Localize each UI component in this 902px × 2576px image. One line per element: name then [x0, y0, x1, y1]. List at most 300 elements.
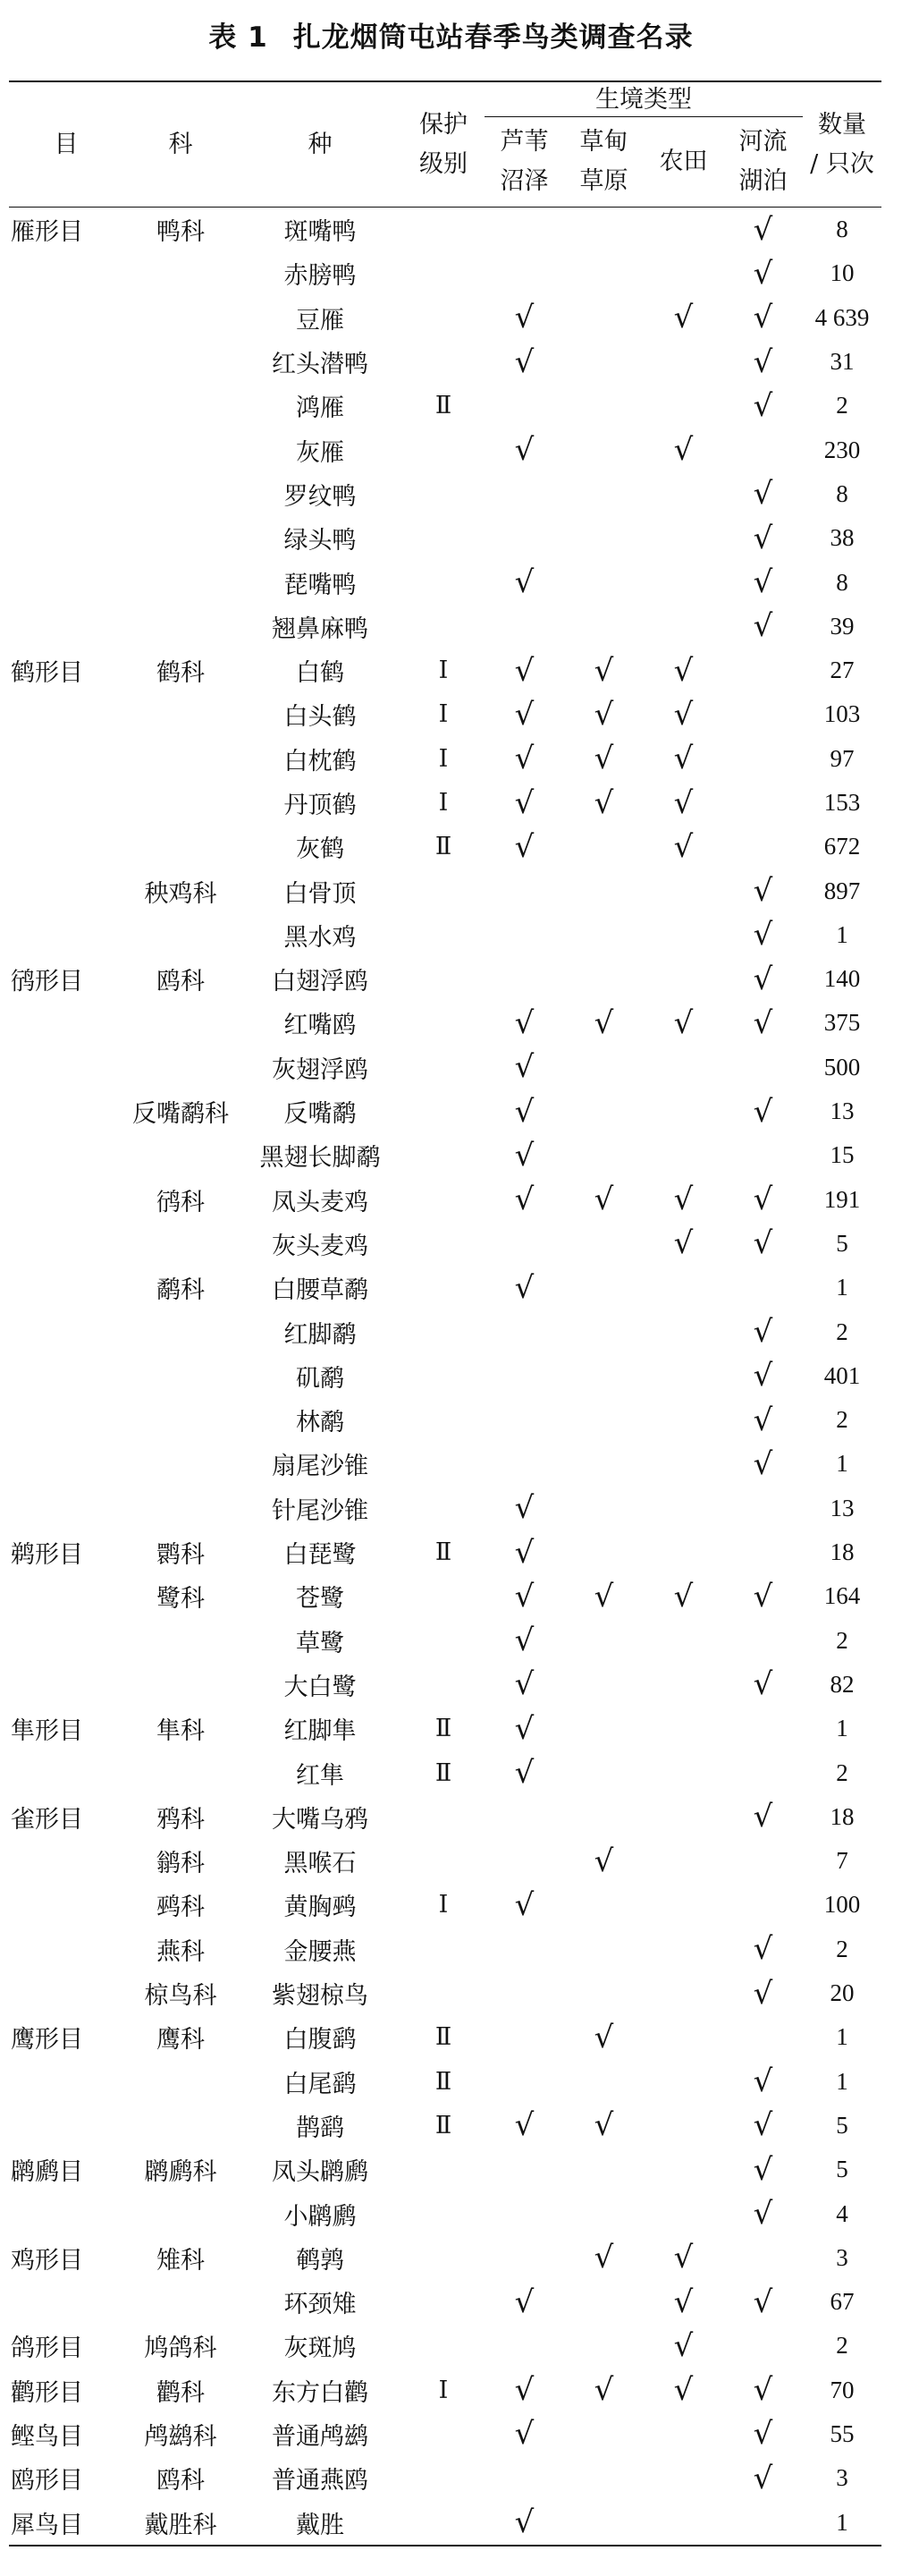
habitat-river-lake-cell: √ [753, 2063, 773, 2100]
protection-level-cell [402, 2280, 485, 2324]
habitat-river-lake-cell: √ [753, 211, 773, 248]
protection-level-cell [402, 208, 485, 252]
habitat-farmland-cell [644, 340, 723, 384]
species-cell: 黑喉石 [283, 1850, 357, 1878]
table-row [9, 2236, 881, 2280]
header-habitat-river-line-1: 河流 [738, 128, 788, 156]
protection-level-cell: Ⅰ [438, 744, 449, 772]
family-cell: 鸭科 [156, 218, 205, 247]
habitat-reed-marsh-cell: √ [514, 300, 535, 336]
species-cell: 扇尾沙锥 [272, 1453, 368, 1481]
table-row [9, 1178, 881, 1222]
order-cell [9, 472, 123, 516]
habitat-river-lake-cell [723, 2236, 803, 2280]
protection-level-cell [402, 1089, 485, 1133]
count-cell: 8 [836, 479, 848, 507]
protection-level-cell [402, 340, 485, 384]
protection-level-cell [402, 1222, 485, 1266]
table-row [9, 781, 881, 825]
species-cell: 鸿雁 [296, 394, 344, 423]
habitat-river-lake-cell: √ [753, 255, 773, 292]
habitat-river-lake-cell: √ [753, 917, 773, 953]
habitat-farmland-cell [644, 251, 723, 295]
habitat-river-lake-cell [723, 1046, 803, 1089]
table-row [9, 1928, 881, 1971]
habitat-river-lake-cell: √ [753, 1093, 773, 1130]
habitat-reed-marsh-cell: √ [514, 2416, 535, 2453]
habitat-farmland-cell: √ [673, 2284, 694, 2320]
order-cell [9, 1574, 123, 1618]
family-cell: 鹰科 [156, 2026, 205, 2055]
order-cell: 雀形目 [11, 1805, 83, 1834]
habitat-river-lake-cell: √ [753, 1225, 773, 1262]
count-cell: 2 [836, 1406, 848, 1434]
habitat-farmland-cell: √ [673, 741, 694, 777]
habitat-meadow-grassland-cell [564, 1619, 644, 1663]
family-cell [123, 1487, 238, 1530]
habitat-reed-marsh-cell: √ [485, 2500, 564, 2545]
family-cell: 秧鸡科 [144, 879, 217, 908]
habitat-farmland-cell [644, 1663, 723, 1707]
table-row [9, 1883, 881, 1927]
habitat-river-lake-cell: √ [753, 343, 773, 380]
habitat-river-lake-cell [723, 1619, 803, 1663]
count-cell: 2 [836, 1318, 848, 1345]
order-cell [9, 1222, 123, 1266]
habitat-reed-marsh-cell [485, 1398, 564, 1442]
family-cell [123, 737, 238, 781]
table-row [9, 2324, 881, 2368]
habitat-meadow-grassland-cell [564, 1928, 644, 1971]
family-cell: 鹤科 [156, 659, 205, 688]
habitat-river-lake-cell: √ [753, 1578, 773, 1614]
habitat-river-lake-cell: √ [753, 387, 773, 424]
habitat-river-lake-cell [723, 737, 803, 781]
species-cell: 红头潜鸭 [272, 351, 368, 379]
species-cell: 丹顶鹤 [283, 792, 357, 819]
order-cell [9, 340, 123, 384]
count-cell: 7 [836, 1847, 848, 1875]
habitat-reed-marsh-cell: √ [514, 652, 535, 689]
habitat-river-lake-cell: √ [753, 1445, 773, 1482]
habitat-river-lake-cell: √ [753, 1182, 773, 1218]
family-cell: 鹟科 [156, 1850, 205, 1878]
protection-level-cell [402, 1928, 485, 1971]
count-cell: 15 [830, 1141, 855, 1169]
species-cell: 红嘴鸥 [283, 1012, 357, 1040]
count-cell: 5 [836, 2111, 848, 2139]
header-habitat-meadow-grassland [564, 117, 644, 208]
species-cell: 金腰燕 [283, 1937, 357, 1966]
table-row [9, 1530, 881, 1574]
species-cell: 灰头麦鸡 [272, 1232, 368, 1260]
habitat-reed-marsh-cell [485, 1795, 564, 1839]
table-row [9, 1707, 881, 1750]
habitat-farmland-cell: √ [673, 432, 694, 469]
habitat-reed-marsh-cell: √ [514, 2107, 535, 2144]
protection-level-cell [402, 1133, 485, 1177]
family-cell [123, 692, 238, 736]
habitat-meadow-grassland-cell [564, 1883, 644, 1927]
habitat-meadow-grassland-cell [564, 1046, 644, 1089]
table-row [9, 1487, 881, 1530]
habitat-meadow-grassland-cell: √ [594, 696, 614, 733]
species-cell: 红隼 [296, 1761, 344, 1790]
order-cell [9, 1089, 123, 1133]
habitat-farmland-cell [644, 1750, 723, 1794]
count-cell: 230 [823, 436, 861, 463]
habitat-meadow-grassland-cell [564, 296, 644, 340]
protection-level-cell [402, 2412, 485, 2456]
habitat-reed-marsh-cell [485, 384, 564, 428]
count-cell: 1 [836, 1450, 848, 1478]
order-cell: 雁形目 [11, 218, 83, 247]
table-row [9, 1266, 881, 1309]
habitat-river-lake-cell [723, 781, 803, 825]
habitat-river-lake-cell [723, 1133, 803, 1177]
habitat-farmland-cell [644, 1309, 723, 1353]
protection-level-cell [402, 1839, 485, 1883]
header-habitat-farmland-line-1: 农田 [659, 148, 708, 175]
habitat-farmland-cell [644, 1795, 723, 1839]
habitat-farmland-cell [644, 1046, 723, 1089]
protection-level-cell [402, 1178, 485, 1222]
count-cell: 3 [836, 2464, 848, 2492]
family-cell [123, 1663, 238, 1707]
protection-level-cell [402, 2500, 485, 2545]
count-cell: 18 [830, 1802, 855, 1830]
table-row [9, 2500, 881, 2545]
family-cell [123, 1133, 238, 1177]
habitat-meadow-grassland-cell [564, 516, 644, 560]
table-row [9, 2148, 881, 2191]
habitat-reed-marsh-cell [485, 605, 564, 648]
habitat-reed-marsh-cell: √ [514, 564, 535, 601]
habitat-meadow-grassland-cell [564, 1133, 644, 1177]
count-cell: 2 [836, 1626, 848, 1654]
family-cell: 椋鸟科 [144, 1982, 217, 2011]
family-cell [123, 2280, 238, 2324]
protection-level-cell: Ⅰ [438, 657, 449, 684]
protection-level-cell: Ⅰ [438, 2376, 449, 2403]
habitat-meadow-grassland-cell [564, 384, 644, 428]
habitat-river-lake-cell: √ [753, 1314, 773, 1351]
habitat-river-lake-cell: √ [753, 1931, 773, 1968]
habitat-meadow-grassland-cell [564, 251, 644, 295]
order-cell: 鸡形目 [11, 2246, 83, 2275]
habitat-river-lake-cell [723, 428, 803, 471]
protection-level-cell [402, 2148, 485, 2191]
habitat-farmland-cell [644, 472, 723, 516]
habitat-meadow-grassland-cell [564, 1266, 644, 1309]
habitat-meadow-grassland-cell [564, 1487, 644, 1530]
order-cell [9, 1619, 123, 1663]
habitat-meadow-grassland-cell: √ [594, 652, 614, 689]
species-cell: 琵嘴鸭 [283, 571, 357, 599]
table-row [9, 296, 881, 340]
table-row [9, 957, 881, 1001]
order-cell [9, 1266, 123, 1309]
order-cell [9, 1178, 123, 1222]
protection-level-cell [402, 428, 485, 471]
table-row [9, 208, 881, 252]
habitat-reed-marsh-cell [485, 1309, 564, 1353]
protection-level-cell: Ⅱ [434, 1715, 452, 1742]
habitat-reed-marsh-cell [485, 957, 564, 1001]
order-cell: 鸻形目 [11, 968, 83, 996]
table-row [9, 1354, 881, 1398]
habitat-river-lake-cell: √ [753, 1358, 773, 1394]
habitat-farmland-cell [644, 1133, 723, 1177]
protection-level-cell [402, 2191, 485, 2235]
order-cell: 鹳形目 [11, 2378, 83, 2407]
habitat-reed-marsh-cell: √ [514, 1578, 535, 1614]
count-cell: 401 [823, 1361, 861, 1389]
protection-level-cell [402, 1442, 485, 1486]
table-row [9, 251, 881, 295]
family-cell [123, 1046, 238, 1089]
species-cell: 环颈雉 [283, 2291, 357, 2319]
habitat-farmland-cell: √ [673, 652, 694, 689]
family-cell: 鸠鸽科 [144, 2334, 217, 2363]
table-row [9, 384, 881, 428]
habitat-meadow-grassland-cell [564, 1089, 644, 1133]
count-cell: 2 [836, 1935, 848, 1962]
habitat-farmland-cell: √ [673, 2372, 694, 2409]
habitat-meadow-grassland-cell [564, 1309, 644, 1353]
order-cell [9, 1133, 123, 1177]
habitat-river-lake-cell: √ [753, 1975, 773, 2012]
habitat-farmland-cell [644, 1707, 723, 1750]
species-cell: 林鹬 [296, 1409, 344, 1437]
family-cell: 鸻科 [156, 1188, 205, 1216]
habitat-river-lake-cell [723, 825, 803, 869]
order-cell [9, 428, 123, 471]
protection-level-cell [402, 2456, 485, 2500]
family-cell: 鸥科 [156, 968, 205, 996]
family-cell [123, 384, 238, 428]
count-cell: 191 [823, 1185, 861, 1213]
order-cell [9, 516, 123, 560]
habitat-reed-marsh-cell: √ [514, 343, 535, 380]
family-cell [123, 1442, 238, 1486]
habitat-reed-marsh-cell: √ [514, 2372, 535, 2409]
protection-level-cell: Ⅱ [434, 2023, 452, 2051]
habitat-river-lake-cell [723, 692, 803, 736]
table-body [9, 208, 881, 2546]
count-cell: 2 [836, 2332, 848, 2360]
protection-level-cell [402, 1619, 485, 1663]
habitat-reed-marsh-cell [485, 2148, 564, 2191]
table-row [9, 737, 881, 781]
habitat-meadow-grassland-cell [564, 913, 644, 957]
protection-level-cell: Ⅱ [434, 2111, 452, 2139]
species-cell: 白骨顶 [283, 879, 357, 908]
habitat-meadow-grassland-cell [564, 208, 644, 252]
habitat-farmland-cell [644, 2456, 723, 2500]
species-cell: 灰雁 [296, 438, 344, 467]
species-cell: 戴胜 [238, 2500, 402, 2545]
protection-level-cell [402, 2236, 485, 2280]
family-cell [123, 1222, 238, 1266]
habitat-reed-marsh-cell [485, 2059, 564, 2103]
family-cell [123, 2191, 238, 2235]
count-cell: 10 [830, 259, 855, 287]
table-number: 表 1 [208, 21, 268, 54]
habitat-reed-marsh-cell: √ [514, 1093, 535, 1130]
habitat-meadow-grassland-cell [564, 2059, 644, 2103]
habitat-farmland-cell [644, 2059, 723, 2103]
count-cell: 2 [836, 392, 848, 419]
habitat-meadow-grassland-cell [564, 2191, 644, 2235]
habitat-meadow-grassland-cell: √ [594, 1004, 614, 1041]
habitat-river-lake-cell [723, 648, 803, 692]
habitat-reed-marsh-cell [485, 2456, 564, 2500]
habitat-river-lake-cell [723, 2015, 803, 2059]
order-cell [9, 1046, 123, 1089]
habitat-farmland-cell [644, 2500, 723, 2545]
header-habitat-river-line-2: 湖泊 [738, 167, 788, 195]
family-cell [123, 2104, 238, 2148]
species-cell: 赤膀鸭 [283, 262, 357, 291]
order-cell [9, 1309, 123, 1353]
family-cell [123, 296, 238, 340]
species-cell: 白腰草鹬 [272, 1276, 368, 1305]
habitat-reed-marsh-cell [485, 1442, 564, 1486]
count-cell: 1 [836, 1715, 848, 1742]
habitat-river-lake-cell [723, 2324, 803, 2368]
order-cell [9, 605, 123, 648]
habitat-reed-marsh-cell [485, 251, 564, 295]
habitat-reed-marsh-cell [485, 1928, 564, 1971]
habitat-reed-marsh-cell [485, 869, 564, 912]
order-cell: 鸥形目 [11, 2467, 83, 2496]
habitat-farmland-cell [644, 957, 723, 1001]
family-cell: 鹬科 [156, 1276, 205, 1305]
family-cell [123, 781, 238, 825]
table-row [9, 1133, 881, 1177]
habitat-farmland-cell [644, 1487, 723, 1530]
count-cell: 39 [830, 612, 855, 640]
protection-level-cell [402, 1398, 485, 1442]
family-cell: 鸥科 [156, 2467, 205, 2496]
order-cell [9, 1839, 123, 1883]
order-cell [9, 1398, 123, 1442]
habitat-meadow-grassland-cell [564, 1971, 644, 2015]
habitat-farmland-cell [644, 384, 723, 428]
count-cell: 1 [836, 1274, 848, 1301]
family-cell: 鹮科 [156, 1541, 205, 1570]
habitat-reed-marsh-cell: √ [514, 1049, 535, 1086]
habitat-river-lake-cell: √ [753, 2196, 773, 2232]
habitat-reed-marsh-cell [485, 2191, 564, 2235]
habitat-farmland-cell [644, 1266, 723, 1309]
count-cell: 164 [823, 1582, 861, 1610]
habitat-farmland-cell: √ [673, 828, 694, 865]
habitat-farmland-cell [644, 869, 723, 912]
table-row [9, 1750, 881, 1794]
habitat-reed-marsh-cell: √ [514, 1623, 535, 1659]
table-row [9, 1089, 881, 1133]
protection-level-cell [402, 957, 485, 1001]
protection-level-cell [402, 605, 485, 648]
habitat-farmland-cell: √ [673, 696, 694, 733]
header-species: 种 [238, 81, 402, 208]
habitat-meadow-grassland-cell: √ [594, 2240, 614, 2276]
habitat-river-lake-cell: √ [753, 1004, 773, 1041]
count-cell: 500 [823, 1053, 861, 1080]
order-cell [9, 251, 123, 295]
family-cell: 戴胜科 [123, 2500, 238, 2545]
habitat-river-lake-cell: √ [753, 873, 773, 910]
family-cell [123, 1750, 238, 1794]
family-cell: 反嘴鹬科 [132, 1100, 229, 1129]
habitat-farmland-cell [644, 560, 723, 604]
count-cell: 18 [830, 1538, 855, 1566]
protection-level-cell: Ⅱ [434, 2067, 452, 2095]
count-cell: 375 [823, 1009, 861, 1037]
habitat-farmland-cell [644, 2104, 723, 2148]
table-title: 扎龙烟筒屯站春季鸟类调查名录 [292, 21, 694, 54]
header-habitat-reed-marsh [485, 117, 564, 208]
habitat-meadow-grassland-cell [564, 605, 644, 648]
table-row [9, 2368, 881, 2412]
header-protection-line-1: 保护 [419, 110, 468, 139]
header-habitat-meadow-line-1: 草甸 [579, 128, 628, 156]
table-row [9, 2059, 881, 2103]
habitat-meadow-grassland-cell [564, 957, 644, 1001]
habitat-farmland-cell [644, 1354, 723, 1398]
habitat-reed-marsh-cell: √ [514, 1534, 535, 1571]
header-habitat-river-lake [723, 117, 803, 208]
species-cell: 鹊鹞 [296, 2114, 344, 2142]
table-row [9, 428, 881, 471]
family-cell: 燕科 [156, 1937, 205, 1966]
table-row [9, 648, 881, 692]
order-cell: 犀鸟目 [9, 2500, 123, 2545]
habitat-meadow-grassland-cell [564, 2148, 644, 2191]
order-cell [9, 296, 123, 340]
order-cell [9, 1971, 123, 2015]
order-cell: 鹈形目 [11, 1541, 83, 1570]
protection-level-cell [402, 1971, 485, 2015]
table-row [9, 605, 881, 648]
habitat-farmland-cell [644, 1530, 723, 1574]
protection-level-cell [402, 1663, 485, 1707]
protection-level-cell [402, 560, 485, 604]
bird-survey-table [9, 80, 881, 2546]
protection-level-cell [402, 1266, 485, 1309]
habitat-reed-marsh-cell [485, 1222, 564, 1266]
order-cell [9, 2059, 123, 2103]
species-cell: 红脚鹬 [283, 1320, 357, 1349]
species-cell: 普通燕鸥 [272, 2467, 368, 2496]
protection-level-cell [402, 1487, 485, 1530]
species-cell: 白腹鹞 [283, 2026, 357, 2055]
count-cell: 897 [823, 877, 861, 904]
order-cell [9, 1750, 123, 1794]
family-cell [123, 913, 238, 957]
family-cell: 鹳科 [156, 2378, 205, 2407]
family-cell: 鹀科 [156, 1894, 205, 1922]
habitat-reed-marsh-cell: √ [514, 1269, 535, 1306]
habitat-meadow-grassland-cell [564, 1530, 644, 1574]
table-row [9, 1619, 881, 1663]
table-caption [0, 11, 902, 64]
species-cell: 白鹤 [296, 659, 344, 688]
protection-level-cell: Ⅱ [434, 392, 452, 419]
habitat-farmland-cell [644, 1883, 723, 1927]
